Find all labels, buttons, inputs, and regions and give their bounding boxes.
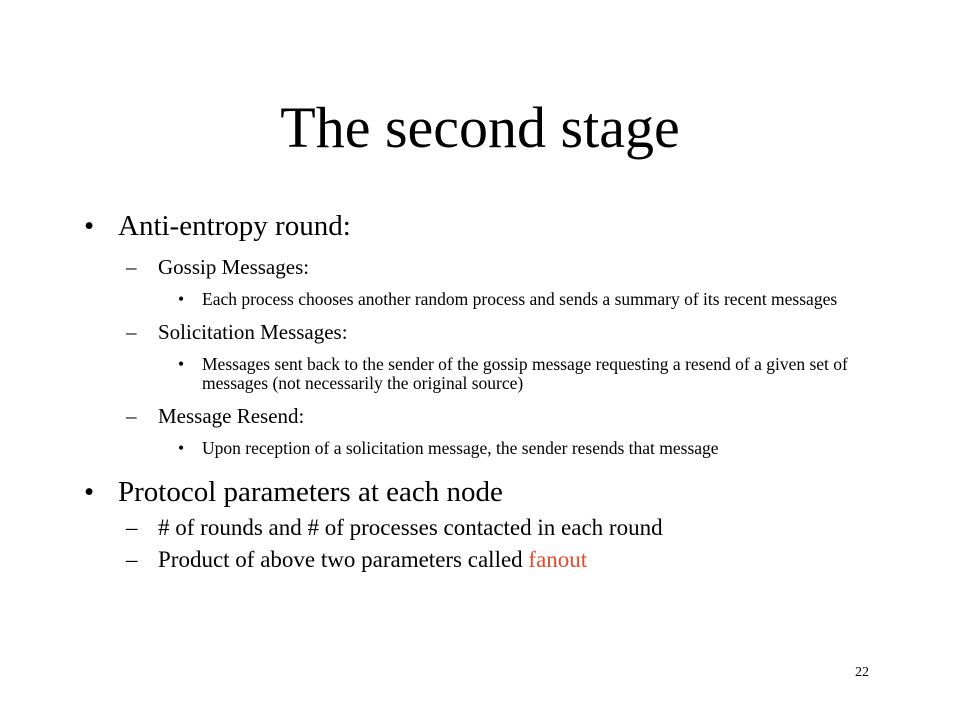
- subbullet-text: Product of above two parameters called: [158, 547, 529, 572]
- detail-gossip-messages: [80, 290, 880, 309]
- dash-marker: –: [126, 547, 138, 572]
- bullet-text: Anti-entropy round:: [118, 210, 351, 242]
- detail-solicitation-messages: [80, 355, 880, 393]
- detail-text: Messages sent back to the sender of the gossip message requesting a resend of a given set of messages (not necessarily the original source): [202, 354, 848, 393]
- bullet-marker: •: [84, 476, 95, 508]
- subbullet-text: Message Resend:: [158, 404, 305, 428]
- bullet-marker: •: [178, 438, 185, 458]
- dash-marker: –: [126, 404, 137, 428]
- bullet-marker: •: [178, 289, 185, 309]
- subbullet-text: Gossip Messages:: [158, 255, 310, 279]
- dash-marker: –: [126, 255, 137, 279]
- subbullet-message-resend: [80, 403, 880, 429]
- detail-text: Upon reception of a solicitation message, the sender resends that message: [202, 438, 719, 458]
- bullet-protocol-parameters: [80, 474, 880, 510]
- subbullet-rounds-processes: [80, 514, 880, 542]
- page-number: 22: [855, 665, 869, 680]
- dash-marker: –: [126, 515, 138, 540]
- detail-message-resend: [80, 439, 880, 458]
- slide-content: [80, 208, 880, 574]
- subbullet-product-fanout: [80, 546, 880, 574]
- slide-title: The second stage: [280, 95, 680, 160]
- detail-text: Each process chooses another random process and sends a summary of its recent messages: [202, 289, 838, 309]
- bullet-text: Protocol parameters at each node: [118, 476, 503, 508]
- subbullet-text: # of rounds and # of processes contacted in each round: [158, 515, 663, 540]
- bullet-marker: •: [84, 210, 95, 242]
- subbullet-gossip-messages: [80, 254, 880, 280]
- fanout-highlight: fanout: [528, 547, 588, 572]
- subbullet-text: Solicitation Messages:: [158, 320, 348, 344]
- dash-marker: –: [126, 320, 137, 344]
- subbullet-solicitation-messages: [80, 319, 880, 345]
- bullet-marker: •: [178, 354, 185, 374]
- bullet-anti-entropy-round: [80, 208, 880, 244]
